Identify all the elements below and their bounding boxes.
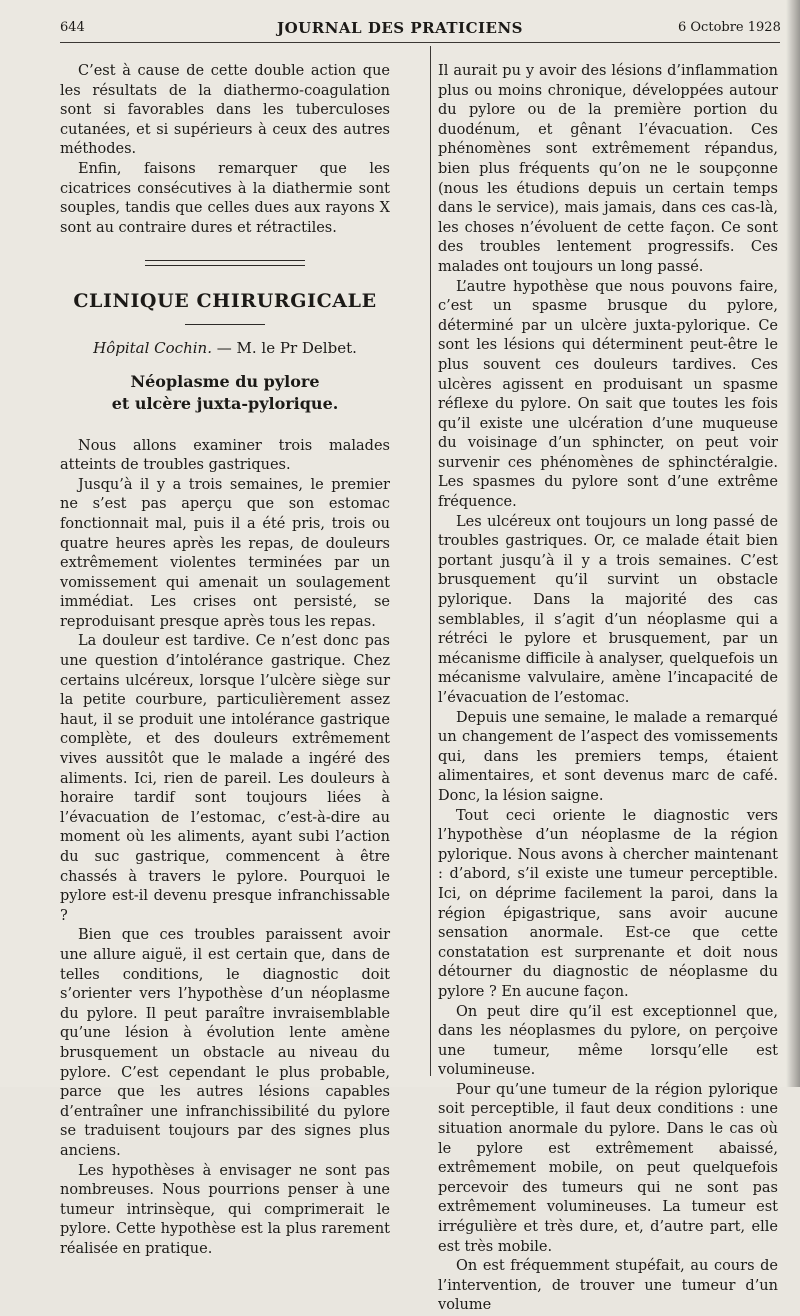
- paragraph: Il aurait pu y avoir des lésions d’inflammation plus ou moins chronique, développées autour du pylore ou de la première portion du duodénum, et gênant l’évacuation. Ces phénomènes sont extrêmement répandus, bien plus fréquents qu’on ne le soupçonne (nous les étudions depuis un certain temps dans le service), mais jamais, dans ces cas-là, les choses n’évoluent de cette façon. Ce sont des troubles lentement progressifs. Ces malades ont toujours un long passé.: [438, 63, 778, 275]
- paragraph: C’est à cause de cette double action que les résultats de la diathermo-coagulation sont si favorables dans les tuberculoses cutanées, et si supérieurs à ceux des autres méthodes.: [60, 63, 390, 158]
- paragraph: Nous allons examiner trois malades atteints de troubles gastriques.: [60, 437, 390, 474]
- paragraph: Bien que ces troubles paraissent avoir une allure aiguë, il est certain que, dans de telles conditions, le diagnostic doit s’orienter vers l’hypothèse d’un néoplasme du pylore. Il peut paraître invraisemblable qu’une lésion à évolution lente amène brusquement un obstacle au niveau du pylore. C’est cependant le plus probable, parce que les autres lésions capables d’entraîner une infranchissibilité du pylore se traduisent toujours par des signes plus anciens.: [60, 927, 390, 1159]
- author-name: — M. le Pr Delbet.: [216, 338, 357, 357]
- hospital-name: Hôpital Cochin.: [93, 338, 212, 357]
- paragraph: Les ulcéreux ont toujours un long passé de troubles gastriques. Or, ce malade était bien portant jusqu’à il y a trois semaines. C’est brusquement qu’il survint un obstacle pylorique. Dans la majorité des cas semblables, il s’agit d’un néoplasme qui a rétréci le pylore et brusquement, par un mécanisme difficile à analyser, quelquefois un mécanisme valvulaire, amène l’incapacité de l’évacuation de l’estomac.: [438, 513, 778, 706]
- byline: [60, 339, 390, 359]
- paragraph: Jusqu’à il y a trois semaines, le premier ne s’est pas aperçu que son estomac fonctionnait mal, puis il a été pris, trois ou quatre heures après les repas, de douleurs extrêmement violentes terminées par un vomissement qui amenait un soulagement immédiat. Les crises ont persisté, se reproduisant presque après tous les repas.: [60, 476, 390, 630]
- paragraph: Pour qu’une tumeur de la région pylorique soit perceptible, il faut deux conditions : une situation anormale du pylore. Dans le cas où le pylore est extrêmement abaissé, extrêmement mobile, on peut quelquefois percevoir des tumeurs qui ne sont pas extrêmement volumineuses. La tumeur est irrégulière et très dure, et, d’autre part, elle est très mobile.: [438, 1081, 778, 1255]
- page-number: 644: [60, 20, 85, 35]
- page-header: [0, 0, 800, 44]
- paragraph: Depuis une semaine, le malade a remarqué un changement de l’aspect des vomissements qui, dans les premiers temps, étaient alimentaires, et sont devenus marc de café. Donc, la lésion saigne.: [438, 709, 778, 804]
- article-title-line: et ulcère juxta-pylorique.: [111, 393, 339, 413]
- article-title: [60, 371, 390, 415]
- paragraph: Les hypothèses à envisager ne sont pas nombreuses. Nous pourrions penser à une tumeur intrinsèque, qui comprimerait le pylore. Cette hypothèse est la plus rarement réalisée en pratique.: [60, 1162, 390, 1257]
- issue-date: 6 Octobre 1928: [678, 20, 781, 35]
- article-title-line: Néoplasme du pylore: [130, 371, 320, 391]
- paragraph: La douleur est tardive. Ce n’est donc pas une question d’intolérance gastrique. Chez certains ulcéreux, lorsque l’ulcère siège sur la petite courbure, particulièrement assez haut, il se produit une intolérance gastrique complète, et des douleurs extrêmement vives aussitôt que le malade a ingéré des aliments. Ici, rien de pareil. Les douleurs à horaire tardif sont toujours liées à l’évacuation de l’estomac, c’est-à-dire au moment où les aliments, ayant subi l’action du suc gastrique, commencent à être chassés à travers le pylore. Pourquoi le pylore est-il devenu presque infranchissable ?: [60, 633, 390, 924]
- paragraph: Tout ceci oriente le diagnostic vers l’hypothèse d’un néoplasme de la région pylorique. Nous avons à chercher maintenant : d’abord, s’il existe une tumeur perceptible. Ici, on déprime facilement la paroi, dans la région épigastrique, sans avoir aucune sensation anormale. Est-ce que cette constatation est surprenante et doit nous détourner du diagnostic de néoplasme du pylore ? En aucune façon.: [438, 807, 778, 1000]
- page-edge-shadow: [786, 0, 800, 1087]
- paragraph: On est fréquemment stupéfait, au cours de l’intervention, de trouver une tumeur d’un volume: [438, 1258, 778, 1314]
- column-divider: [430, 46, 431, 1076]
- title-rule: [185, 324, 265, 325]
- header-rule: [60, 42, 780, 43]
- right-column: [438, 62, 778, 1316]
- journal-title: JOURNAL DES PRATICIENS: [277, 19, 523, 37]
- paragraph: On peut dire qu’il est exceptionnel que, dans les néoplasmes du pylore, on perçoive une tumeur, même lorsqu’elle est volumineuse.: [438, 1003, 778, 1079]
- section-separator: [145, 260, 305, 266]
- paragraph: L’autre hypothèse que nous pouvons faire, c’est un spasme brusque du pylore, déterminé par un ulcère juxta-pylorique. Ce sont les lésions qui déterminent peut-être le plus souvent ces douleurs tardives. Ces ulcères agissent en produisant un spasme réflexe du pylore. On sait que toutes les fois qu’il existe une ulcération d’une muqueuse du voisinage d’un sphincter, on peut voir survenir ces phénomènes de sphinctéralgie. Les spasmes du pylore sont d’une extrême fréquence.: [438, 278, 778, 511]
- section-title: CLINIQUE CHIRURGICALE: [73, 290, 377, 313]
- paragraph: Enfin, faisons remarquer que les cicatrices consécutives à la diathermie sont souples, tandis que celles dues aux rayons X sont au contraire dures et rétractiles.: [60, 160, 390, 236]
- left-column: [60, 62, 390, 1259]
